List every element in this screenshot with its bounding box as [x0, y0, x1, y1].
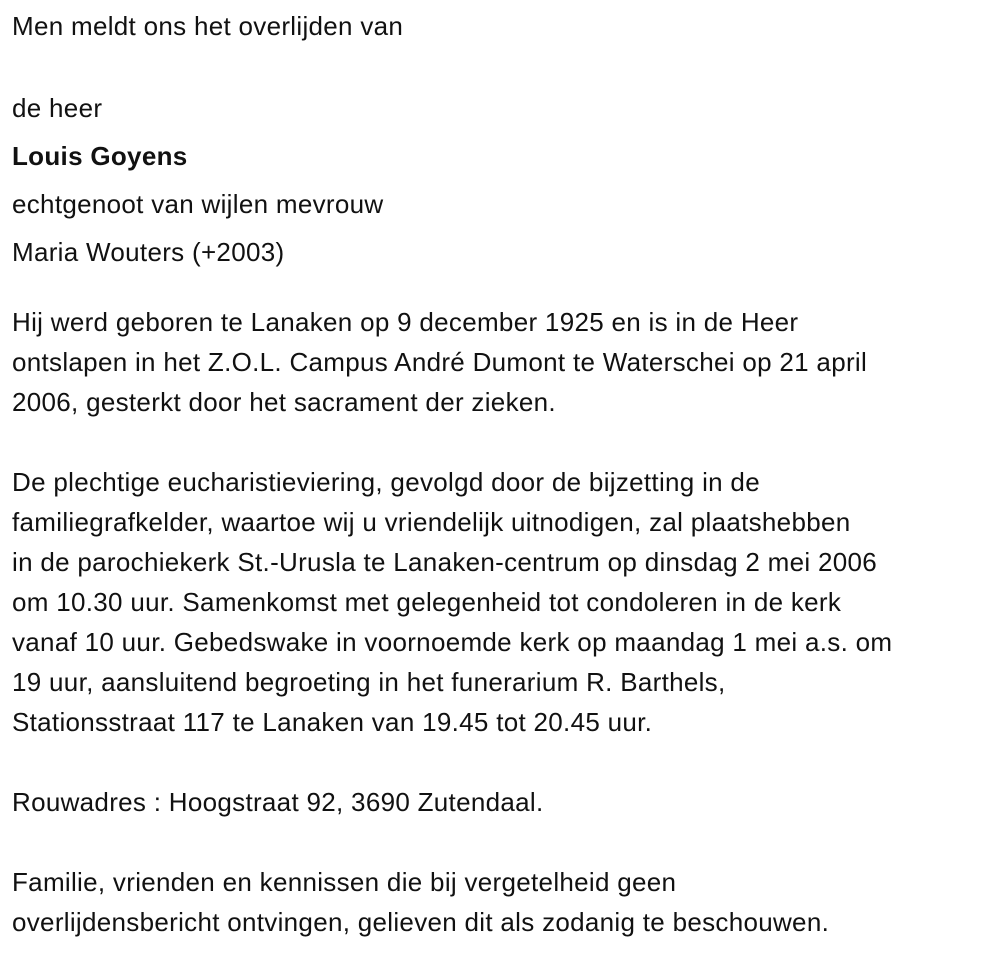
text-line: overlijdensbericht ontvingen, gelieven dit als zodanig te beschouwen. [12, 907, 830, 937]
paragraph-funeral [12, 462, 892, 742]
intro-text: Men meldt ons het overlijden van [12, 11, 404, 41]
text-line: 2006, gesterkt door het sacrament der zieken. [12, 387, 556, 417]
spacer [12, 422, 892, 462]
text-line: Hij werd geboren te Lanaken op 9 december 1925 en is in de Heer [12, 307, 799, 337]
text-line: ontslapen in het Z.O.L. Campus André Dumont te Waterschei op 21 april [12, 347, 868, 377]
text-line: in de parochiekerk St.-Urusla te Lanaken-centrum op dinsdag 2 mei 2006 [12, 547, 878, 577]
deceased-name: Louis Goyens [12, 141, 188, 171]
text-line: om 10.30 uur. Samenkomst met gelegenheid tot condoleren in de kerk [12, 587, 842, 617]
text-line: De plechtige eucharistieviering, gevolgd door de bijzetting in de [12, 467, 760, 497]
death-notice [12, 6, 892, 942]
spouse-label: echtgenoot van wijlen mevrouw [12, 189, 384, 219]
text-line: 19 uur, aansluitend begroeting in het funerarium R. Barthels, [12, 667, 726, 697]
spacer [12, 742, 892, 782]
spacer [12, 822, 892, 862]
spacer [12, 276, 892, 302]
paragraph-closing [12, 862, 892, 942]
text-line: Stationsstraat 117 te Lanaken van 19.45 tot 20.45 uur. [12, 707, 653, 737]
honorific: de heer [12, 93, 103, 123]
deceased-block [12, 84, 892, 276]
text-line: Familie, vrienden en kennissen die bij vergetelheid geen [12, 867, 677, 897]
spouse-name: Maria Wouters (+2003) [12, 237, 285, 267]
spacer [12, 46, 892, 84]
paragraph-address [12, 782, 892, 822]
paragraph-birth-death [12, 302, 892, 422]
mourning-address: Rouwadres : Hoogstraat 92, 3690 Zutendaal. [12, 787, 544, 817]
text-line: vanaf 10 uur. Gebedswake in voornoemde kerk op maandag 1 mei a.s. om [12, 627, 893, 657]
text-line: familiegrafkelder, waartoe wij u vriendelijk uitnodigen, zal plaatshebben [12, 507, 851, 537]
